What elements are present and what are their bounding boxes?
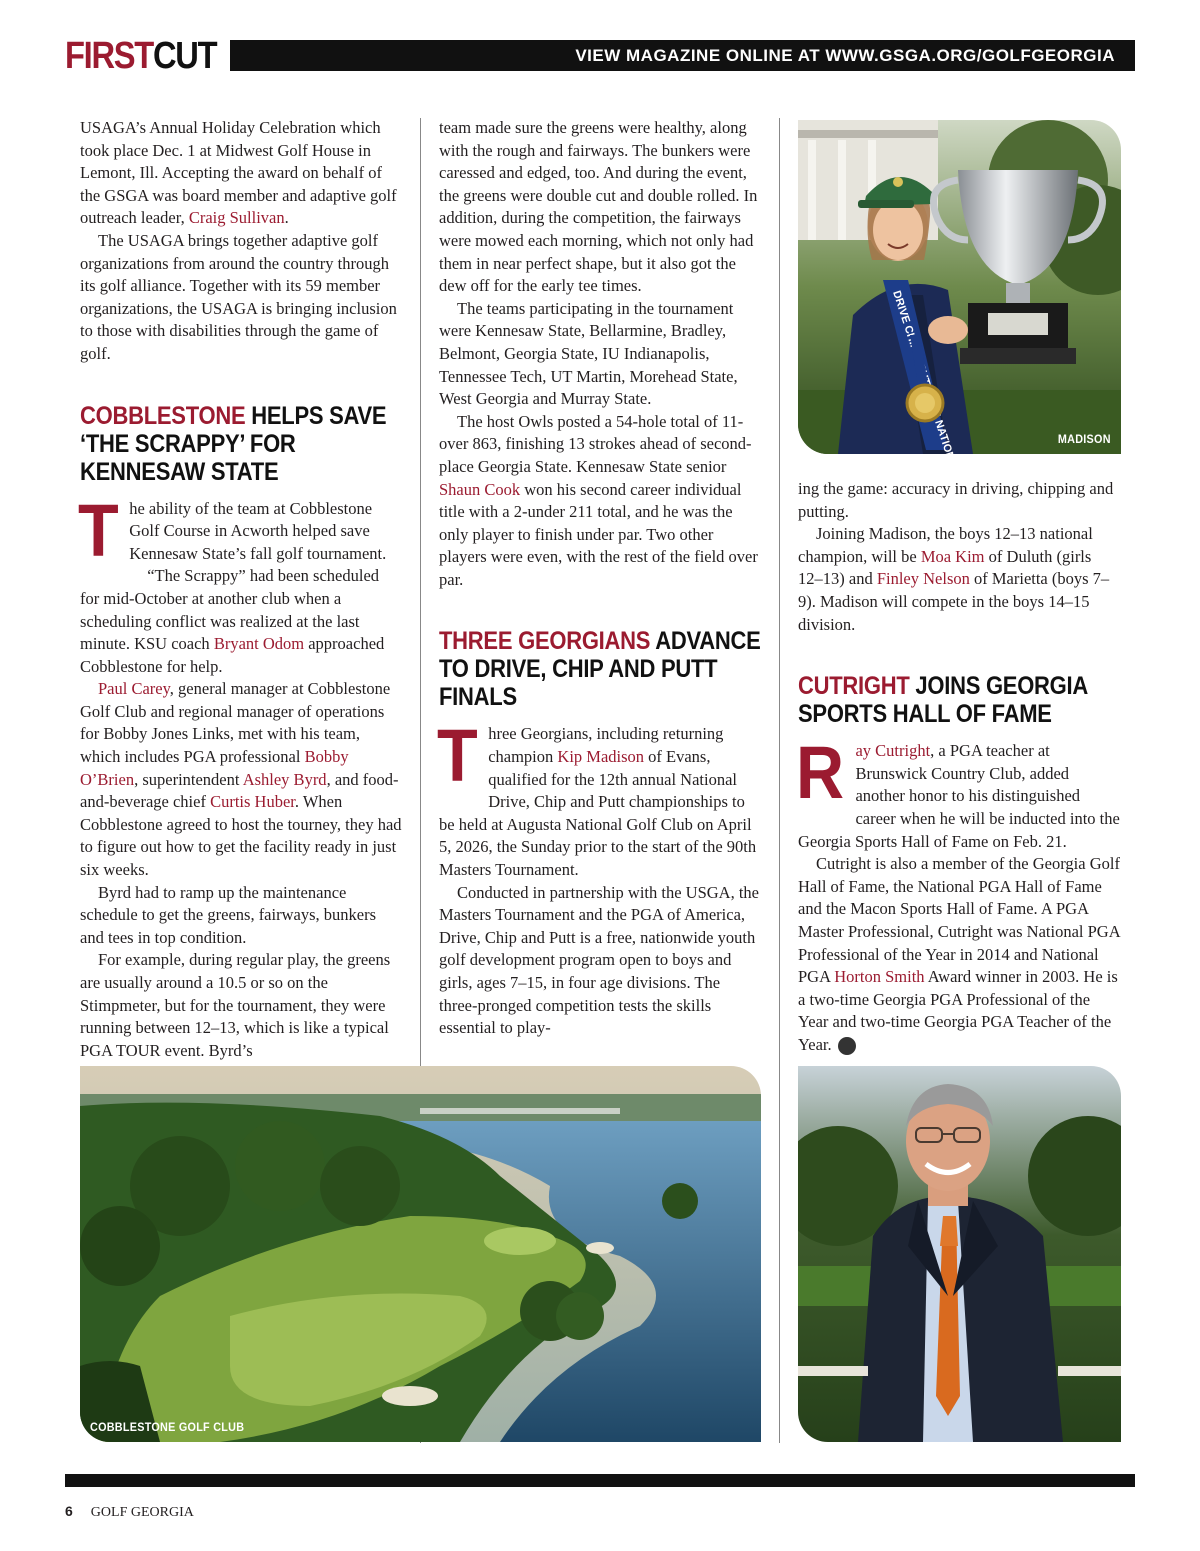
name-link[interactable]: Kip Madison bbox=[557, 747, 645, 767]
column-1 bbox=[80, 117, 402, 1062]
drop-cap: T bbox=[78, 488, 119, 572]
cobblestone-photo bbox=[80, 1066, 761, 1442]
paragraph: Cutright is also a member of the Georgia Golf Hall of Fame, the National PGA Hall of Fame and the Macon Sports Hall of Fame. A PGA Master Professional, Cutright was National PGA Professional of the Year in 2014 and National PGA Horton Smith Award winner in 2003. He is a two-time Georgia PGA Professional of the Year and two-time Georgia PGA Teacher of the Year. GG bbox=[798, 854, 1120, 1054]
drop-cap: R bbox=[796, 731, 845, 815]
paragraph: “The Scrappy” had been scheduled for mid-October at another club when a scheduling conflict was realized at the last minute. KSU coach Bryant Odom approached Cobblestone for help. bbox=[80, 566, 385, 676]
paragraph: Joining Madison, the boys 12–13 national champion, will be Moa Kim of Duluth (girls 12–13) and Finley Nelson of Marietta (boys 7–9). Madison will compete in the boys 14–15 division. bbox=[798, 524, 1110, 634]
paragraph: team made sure the greens were healthy, along with the rough and fairways. The bunkers were caressed and edged, too. And during the event, the greens were double cut and double rolled. In addition, during the competition, the fairways were mowed each morning, which not only had them in near perfect shape, but it also got the dew off for the early tee times. bbox=[439, 118, 758, 296]
paragraph: Ray Cutright, a PGA teacher at Brunswick Country Club, added another honor to his distinguished career when he will be inducted into the Georgia Sports Hall of Fame on Feb. 21. bbox=[796, 731, 1120, 851]
paragraph: Byrd had to ramp up the maintenance schedule to get the greens, fairways, bunkers and tees in top condition. bbox=[80, 882, 376, 947]
name-link[interactable]: ay Cutright bbox=[855, 741, 931, 761]
end-mark-icon: GG bbox=[838, 1037, 856, 1055]
paragraph: The USAGA brings together adaptive golf organizations from around the country through its golf alliance. Together with its 59 member organizations, the USAGA is bringing inclusion to those with disabilities through the game of golf. bbox=[80, 230, 397, 363]
cutright-photo bbox=[798, 1066, 1121, 1442]
photo-caption: COBBLESTONE GOLF CLUB bbox=[90, 1420, 245, 1434]
page-number: 6 bbox=[65, 1503, 73, 1519]
column-2 bbox=[439, 117, 761, 1040]
name-link[interactable]: Curtis Huber bbox=[210, 792, 295, 812]
name-link[interactable]: Horton Smith bbox=[834, 967, 925, 987]
online-banner[interactable]: VIEW MAGAZINE ONLINE AT WWW.GSGA.ORG/GOLFGEORGIA bbox=[230, 40, 1135, 71]
headline-cutright: CUTRIGHT JOINS GEORGIA SPORTS HALL OF FAME bbox=[798, 672, 1088, 729]
cobblestone-aerial-illustration bbox=[80, 1066, 761, 1442]
paragraph: The ability of the team at Cobblestone Golf Course in Acworth helped save Kennesaw State’s fall golf tournament. bbox=[78, 488, 387, 572]
name-link[interactable]: Shaun Cook bbox=[439, 479, 521, 499]
madison-photo bbox=[798, 120, 1121, 454]
name-link[interactable]: Craig Sullivan bbox=[188, 208, 285, 228]
page-footer bbox=[65, 1503, 194, 1521]
paragraph: Paul Carey, general manager at Cobblestone Golf Club and regional manager of operations for Bobby Jones Links, met with his team, which includes PGA professional Bobby O’Brien, superintendent Ashley Byrd, and food-and-beverage chief Curtis Huber. When Cobblestone agreed to host the tourney, they had to figure out how to get the facility ready in just six weeks. bbox=[80, 679, 402, 880]
column-3 bbox=[798, 478, 1120, 1056]
paragraph: The host Owls posted a 54-hole total of 11-over 863, finishing 13 strokes ahead of second-place Georgia State. Kennesaw State senior Shaun Cook won his second career individual title with a 2-under 211 total, and he was the only player to finish under par. Two other players were even, with the rest of the field over par. bbox=[439, 411, 758, 589]
name-link[interactable]: Ashley Byrd bbox=[242, 769, 327, 789]
name-link[interactable]: Bobby O’Brien bbox=[80, 747, 349, 789]
name-link[interactable]: Moa Kim bbox=[920, 546, 985, 566]
paragraph: For example, during regular play, the greens are usually around a 10.5 or so on the Stimpmeter, but for the tournament, they were running between 12–13, which is like a typical PGA TOUR event. Byrd’s bbox=[80, 950, 391, 1060]
photo-caption: MADISON bbox=[1058, 432, 1111, 446]
paragraph: USAGA’s Annual Holiday Celebration which took place Dec. 1 at Midwest Golf House in Lemont, Ill. Accepting the award on behalf of the GSGA was board member and adaptive golf outreach leader, Craig Sullivan. bbox=[80, 118, 397, 228]
madison-illustration bbox=[798, 120, 1121, 454]
paragraph: ing the game: accuracy in driving, chipping and putting. bbox=[798, 479, 1114, 521]
name-link[interactable]: Bryant Odom bbox=[213, 634, 305, 654]
publication-name: GOLF GEORGIA bbox=[90, 1505, 194, 1520]
paragraph: The teams participating in the tournament were Kennesaw State, Bellarmine, Bradley, Belmont, Georgia State, IU Indianapolis, Tennessee Tech, UT Martin, Morehead State, West Georgia and Murray State. bbox=[439, 298, 738, 409]
name-link[interactable]: Finley Nelson bbox=[876, 569, 970, 589]
footer-rule bbox=[65, 1474, 1135, 1487]
column-divider bbox=[779, 118, 780, 1443]
sash-text: DRIVE NATIONAL bbox=[890, 289, 961, 454]
paragraph: Conducted in partnership with the USGA, the Masters Tournament and the PGA of America, Drive, Chip and Putt is a free, nationwide youth golf development program open to boys and girls, ages 7–15, in four age divisions. The three-pronged competition tests the skills essential to play- bbox=[439, 882, 759, 1038]
cutright-portrait-illustration bbox=[798, 1066, 1121, 1442]
section-title: FIRSTCUT bbox=[65, 35, 217, 77]
paragraph: Three Georgians, including returning champion Kip Madison of Evans, qualified for the 12th annual National Drive, Chip and Putt championships to be held at Augusta National Golf Club on April 5, 2026, the Sunday prior to the start of the 90th Masters Tournament. bbox=[437, 714, 757, 880]
headline-three-georgians: THREE GEORGIANS ADVANCE TO DRIVE, CHIP AND PUTT FINALS bbox=[439, 627, 761, 712]
name-link[interactable]: Paul Carey bbox=[98, 679, 170, 699]
headline-cobblestone: COBBLESTONE HELPS SAVE ‘THE SCRAPPY’ FOR KENNESAW STATE bbox=[80, 401, 387, 486]
drop-cap: T bbox=[437, 714, 478, 798]
